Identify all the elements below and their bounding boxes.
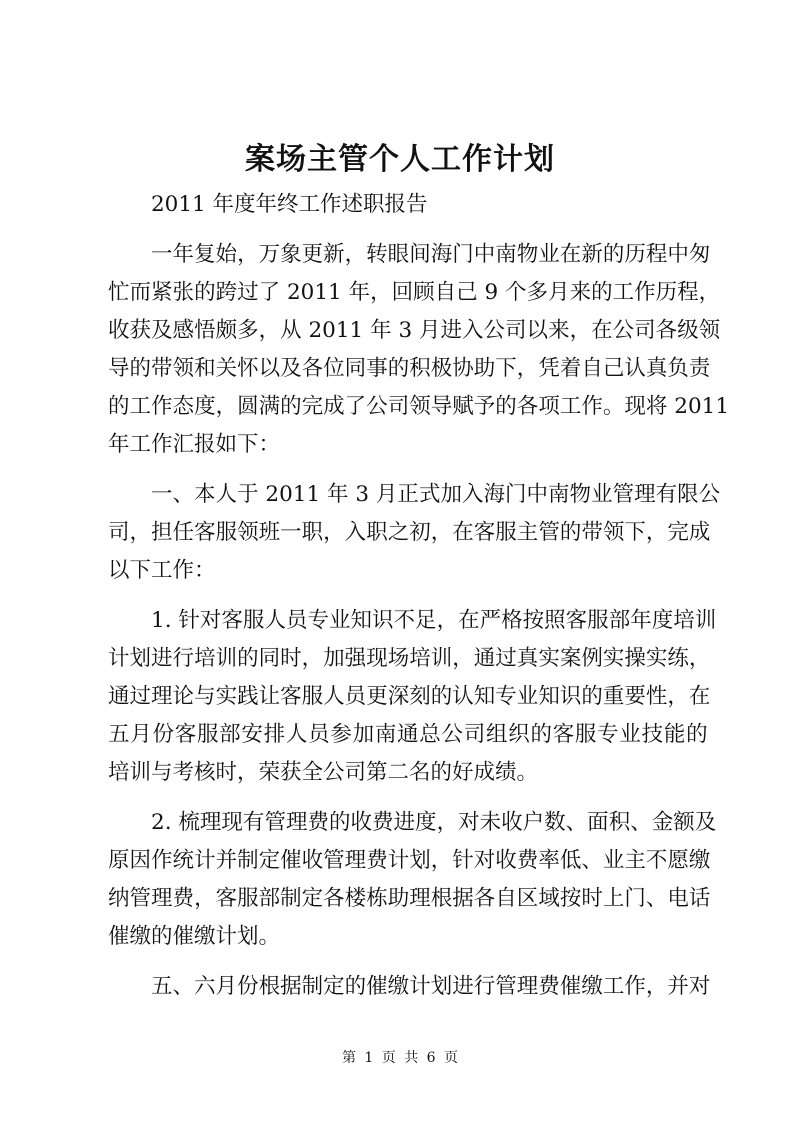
- paragraph: [108, 476, 721, 590]
- paragraph: [108, 968, 711, 1006]
- paragraph-line: 以下工作：: [108, 558, 216, 583]
- document-body: [108, 186, 729, 1006]
- paragraph-line: 催缴的催缴计划。: [108, 924, 281, 949]
- paragraph-line: 收 获 及 感 悟 颇 多 ， 从 2 0 1 1 年 3 月 进 入 公 司 以 来 ， 在 公 司 各 级 领: [108, 318, 721, 343]
- paragraph-line: 的 工 作 态 度 ， 圆 满 的 完 成 了 公 司 领 导 赋 予 的 各 项 工 作 。 现 将 2 0 1 1: [108, 394, 729, 419]
- paragraph-line: 一 年 复 始 ， 万 象 更 新 ， 转 眼 间 海 门 中 南 物 业 在 新 的 历 程 中 匆: [151, 242, 711, 267]
- document-subtitle: 2011 年度年终工作述职报告: [151, 192, 428, 217]
- paragraph: [108, 804, 717, 956]
- paragraph-line: 导 的 带 领 和 关 怀 以 及 各 位 同 事 的 积 极 协 助 下 ， 凭 着 自 己 认 真 负 责: [108, 356, 711, 381]
- paragraph-line: 纳 管 理 费 ， 客 服 部 制 定 各 楼 栋 助 理 根 据 各 自 区 域 按 时 上 门 、 电 话: [108, 886, 711, 911]
- paragraph-line: 培训与考核时，荣获全公司第二名的好成绩。: [108, 760, 539, 785]
- paragraph-line: 五 月 份 客 服 部 安 排 人 员 参 加 南 通 总 公 司 组 织 的 客 服 专 业 技 能 的: [108, 722, 708, 747]
- paragraph-line: 一 、 本 人 于 2 0 1 1 年 3 月 正 式 加 入 海 门 中 南 物 业 管 理 有 限 公: [151, 482, 721, 507]
- paragraph-line: 原 因 作 统 计 并 制 定 催 收 管 理 费 计 划 ， 针 对 收 费 率 低 、 业 主 不 愿 缴: [108, 848, 711, 873]
- page-footer: 第 1 页 共 6 页: [341, 1050, 459, 1066]
- paragraph-line: 五 、 六 月 份 根 据 制 定 的 催 缴 计 划 进 行 管 理 费 催 缴 工 作 ， 并 对: [151, 974, 711, 999]
- paragraph-line: 2 . 梳 理 现 有 管 理 费 的 收 费 进 度 ， 对 未 收 户 数 、 面 积 、 金 额 及: [151, 810, 717, 835]
- paragraph-line: 司 ， 担 任 客 服 领 班 一 职 ， 入 职 之 初 ， 在 客 服 主 管 的 带 领 下 ， 完 成: [108, 520, 711, 545]
- paragraph: [108, 236, 729, 464]
- paragraph: [108, 602, 717, 792]
- document-title: 案场主管个人工作计划: [245, 142, 555, 177]
- paragraph-line: 通 过 理 论 与 实 践 让 客 服 人 员 更 深 刻 的 认 知 专 业 知 识 的 重 要 性 ， 在: [108, 684, 711, 709]
- paragraph-line: 1 . 针 对 客 服 人 员 专 业 知 识 不 足 ， 在 严 格 按 照 客 服 部 年 度 培 训: [151, 608, 717, 633]
- paragraph-line: 年工作汇报如下：: [108, 432, 281, 457]
- paragraph-line: 忙 而 紧 张 的 跨 过 了 2 0 1 1 年 ， 回 顾 自 己 9 个 多 月 来 的 工 作 历 程 ，: [108, 280, 721, 305]
- paragraph-line: 计 划 进 行 培 训 的 同 时 ， 加 强 现 场 培 训 ， 通 过 真 实 案 例 实 操 实 练 ，: [108, 646, 711, 671]
